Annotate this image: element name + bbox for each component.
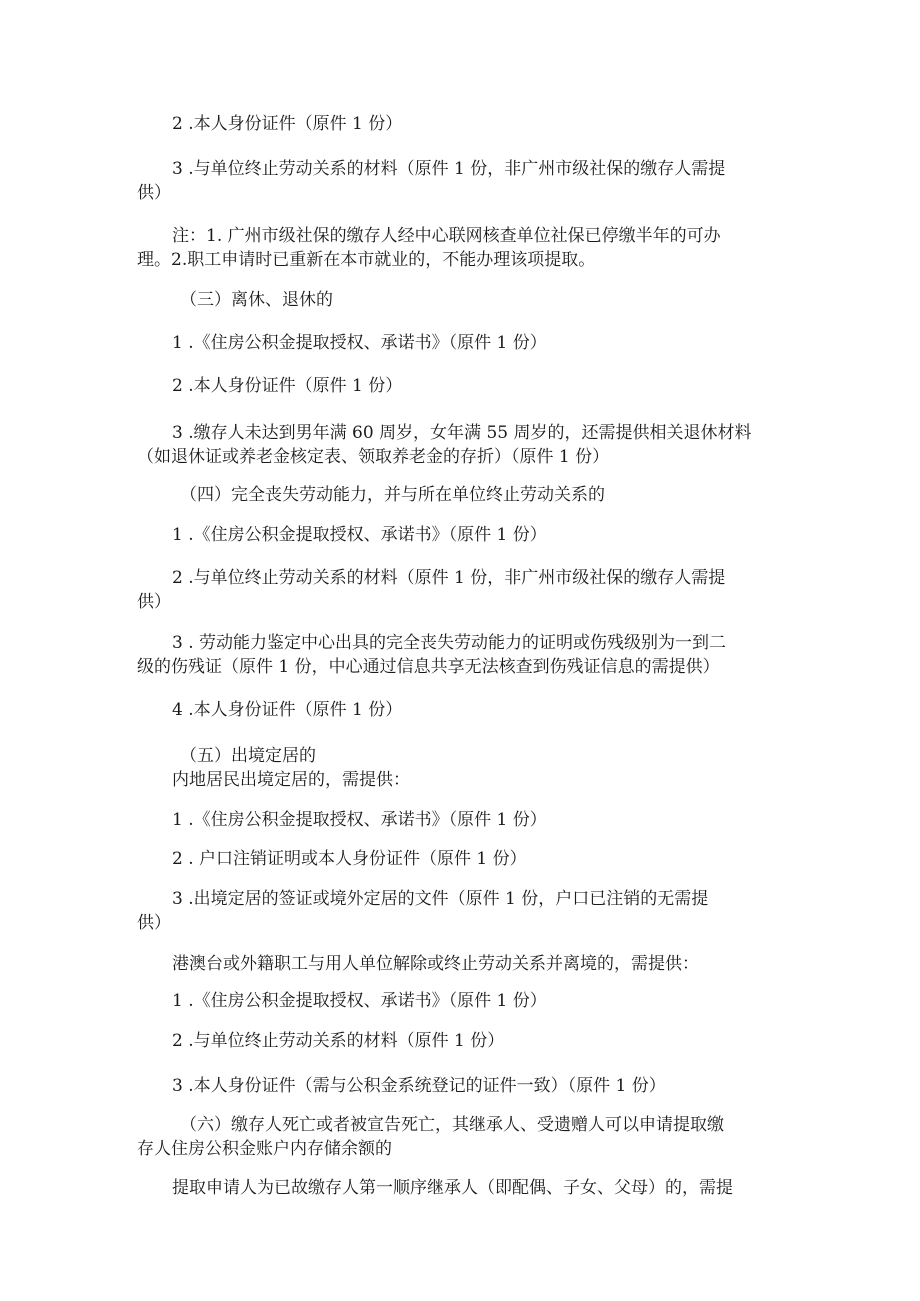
text-line: 2 .与单位终止劳动关系的材料（原件 1 份） bbox=[172, 1031, 505, 1051]
text-line: 3 .出境定居的签证或境外定居的文件（原件 1 份，户口已注销的无需提 bbox=[172, 889, 709, 909]
text-line: 注：1. 广州市级社保的缴存人经中心联网核查单位社保已停缴半年的可办 bbox=[172, 226, 721, 246]
text-line: 2 .本人身份证件（原件 1 份） bbox=[172, 114, 403, 134]
text-line: 1 .《住房公积金提取授权、承诺书》（原件 1 份） bbox=[172, 810, 547, 830]
text-line: 供） bbox=[137, 592, 171, 612]
section-heading: （三）离休、退休的 bbox=[180, 290, 333, 310]
text-line: 1 .《住房公积金提取授权、承诺书》（原件 1 份） bbox=[172, 991, 547, 1011]
text-line: 1 .《住房公积金提取授权、承诺书》（原件 1 份） bbox=[172, 525, 547, 545]
section-heading: （四）完全丧失劳动能力，并与所在单位终止劳动关系的 bbox=[180, 485, 605, 505]
text-line: 供） bbox=[137, 183, 171, 203]
text-line: 理。2.职工申请时已重新在本市就业的，不能办理该项提取。 bbox=[137, 250, 596, 270]
text-line: 提取申请人为已故缴存人第一顺序继承人（即配偶、子女、父母）的，需提 bbox=[172, 1178, 733, 1198]
section-heading: （六）缴存人死亡或者被宣告死亡，其继承人、受遗赠人可以申请提取缴 bbox=[180, 1115, 724, 1135]
text-line: 3 . 劳动能力鉴定中心出具的完全丧失劳动能力的证明或伤残级别为一到二 bbox=[172, 633, 727, 653]
text-line: 存人住房公积金账户内存储余额的 bbox=[137, 1139, 392, 1159]
text-line: 级的伤残证（原件 1 份，中心通过信息共享无法核查到伤残证信息的需提供） bbox=[137, 657, 720, 677]
text-line: 3 .本人身份证件（需与公积金系统登记的证件一致）（原件 1 份） bbox=[172, 1076, 666, 1096]
text-line: 2 .与单位终止劳动关系的材料（原件 1 份，非广州市级社保的缴存人需提 bbox=[172, 568, 726, 588]
text-line: 2 . 户口注销证明或本人身份证件（原件 1 份） bbox=[172, 849, 527, 869]
text-line: 港澳台或外籍职工与用人单位解除或终止劳动关系并离境的，需提供： bbox=[172, 954, 699, 974]
text-line: 4 .本人身份证件（原件 1 份） bbox=[172, 700, 403, 720]
text-line: 供） bbox=[137, 913, 171, 933]
text-line: （如退休证或养老金核定表、领取养老金的存折）（原件 1 份） bbox=[137, 447, 610, 467]
text-line: 1 .《住房公积金提取授权、承诺书》（原件 1 份） bbox=[172, 333, 547, 353]
text-line: 3 .与单位终止劳动关系的材料（原件 1 份，非广州市级社保的缴存人需提 bbox=[172, 159, 726, 179]
text-line: 内地居民出境定居的，需提供： bbox=[172, 770, 410, 790]
section-heading: （五）出境定居的 bbox=[180, 746, 316, 766]
text-line: 2 .本人身份证件（原件 1 份） bbox=[172, 376, 403, 396]
text-line: 3 .缴存人未达到男年满 60 周岁，女年满 55 周岁的，还需提供相关退休材料 bbox=[172, 423, 752, 443]
